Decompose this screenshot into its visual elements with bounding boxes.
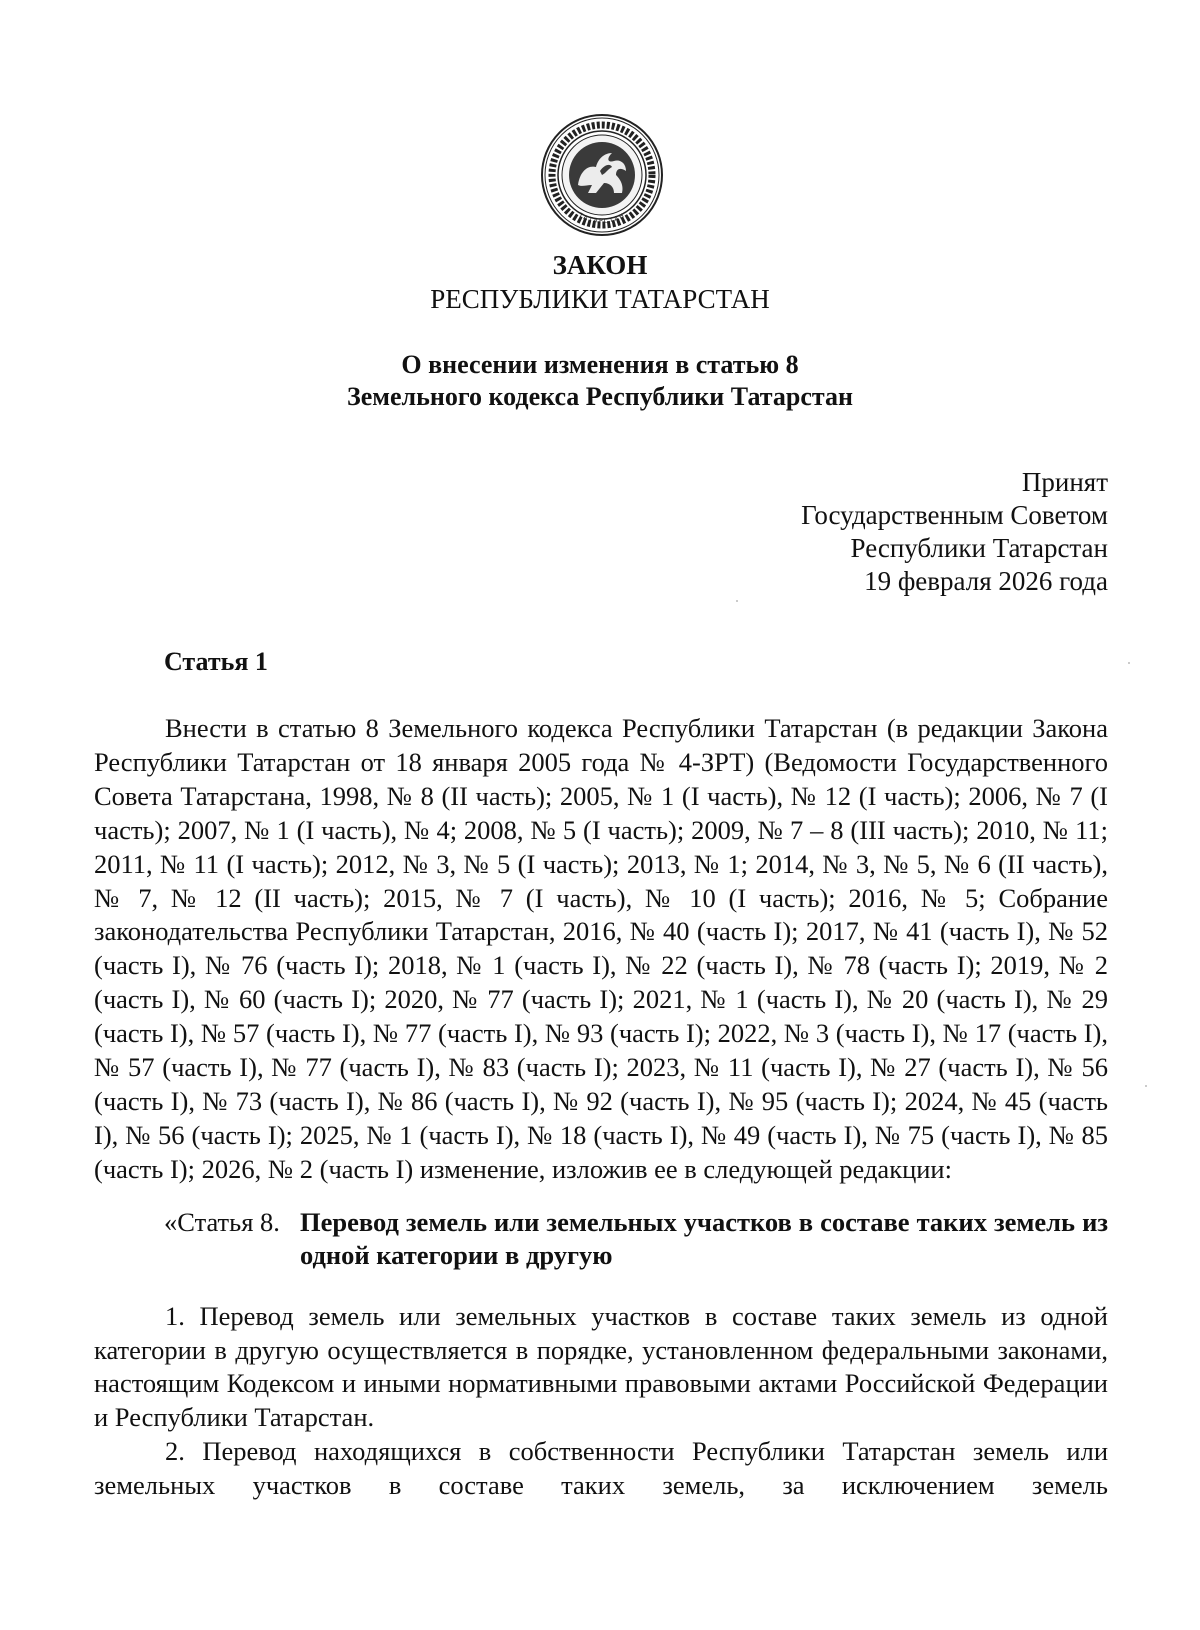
title-block [0,248,1200,413]
adoption-line-3: Республики Татарстан [850,533,1108,563]
tatarstan-coat-of-arms-icon [540,113,664,237]
adoption-block [801,466,1108,598]
paragraph-1: 1. Перевод земель или земельных участков в составе таких земель из одной категории в другую осуществляется в порядке, установленном федеральными законами, настоящим Кодексом и иными нормативными правовыми актами Российской Федерации и Республики Татарстан. [94,1301,1108,1433]
quoted-article-title: Перевод земель или земельных участков в составе таких земель из одной категории в другую [300,1207,1108,1270]
adoption-date: 19 февраля 2026 года [864,566,1108,596]
quoted-article-label: «Статья 8. [164,1207,280,1237]
article-1-heading: Статья 1 [164,647,268,676]
subject-line-1: О внесении изменения в статью 8 [401,350,799,379]
adoption-line-1: Принят [1021,467,1108,497]
paragraph-2: 2. Перевод находящихся в собственности Республики Татарстан земель или земельных участков в составе таких земель, за исключением земель [94,1435,1108,1500]
law-label: ЗАКОН [552,250,648,280]
law-subject [0,349,1200,413]
subject-line-2: Земельного кодекса Республики Татарстан [347,382,853,411]
scan-speck [1145,1085,1147,1087]
quoted-article-heading [94,1206,1108,1272]
article-1-text: Внести в статью 8 Земельного кодекса Республики Татарстан (в редакции Закона Республики Татарстан от 18 января 2005 года № 4-ЗРТ) (Ведомости Государственного Совета Татарстана, 1998, № 8 (II часть); 2005, № 1 (I часть), № 12 (I часть); 2006, № 7 (I часть); 2007, № 1 (I часть), № 4; 2008, № 5 (I часть); 2009, № 7 – 8 (III часть); 2010, № 11; 2011, № 11 (I часть); 2012, № 3, № 5 (I часть); 2013, № 1; 2014, № 3, № 5, № 6 (II часть), № 7, № 12 (II часть); 2015, № 7 (I часть), № 10 (I часть); 2016, № 5; Собрание законодательства Республики Татарстан, 2016, № 40 (часть I); 2017, № 41 (часть I), № 52 (часть I), № 76 (часть I); 2018, № 1 (часть I), № 22 (часть I), № 78 (часть I); 2019, № 2 (часть I), № 60 (часть I); 2020, № 77 (часть I); 2021, № 1 (часть I), № 20 (часть I), № 29 (часть I), № 57 (часть I), № 77 (часть I), № 93 (часть I); 2022, № 3 (часть I), № 17 (часть I), № 57 (часть I), № 77 (часть I), № 83 (часть I); 2023, № 11 (часть I), № 27 (часть I), № 56 (часть I), № 73 (часть I), № 86 (часть I), № 92 (часть I), № 95 (часть I); 2024, № 45 (часть I), № 56 (часть I); 2025, № 1 (часть I), № 18 (часть I), № 49 (часть I), № 75 (часть I), № 85 (часть I); 2026, № 2 (часть I) изменение, изложив ее в следующей редакции: [94,713,1108,1184]
republic-name: РЕСПУБЛИКИ ТАТАРСТАН [430,284,770,314]
adoption-line-2: Государственным Советом [801,500,1108,530]
scan-speck [1128,662,1130,664]
emblem-rim-text: ТАТАРСТАН [577,211,627,225]
scan-speck [736,600,738,602]
quoted-article-body [94,1300,1108,1502]
